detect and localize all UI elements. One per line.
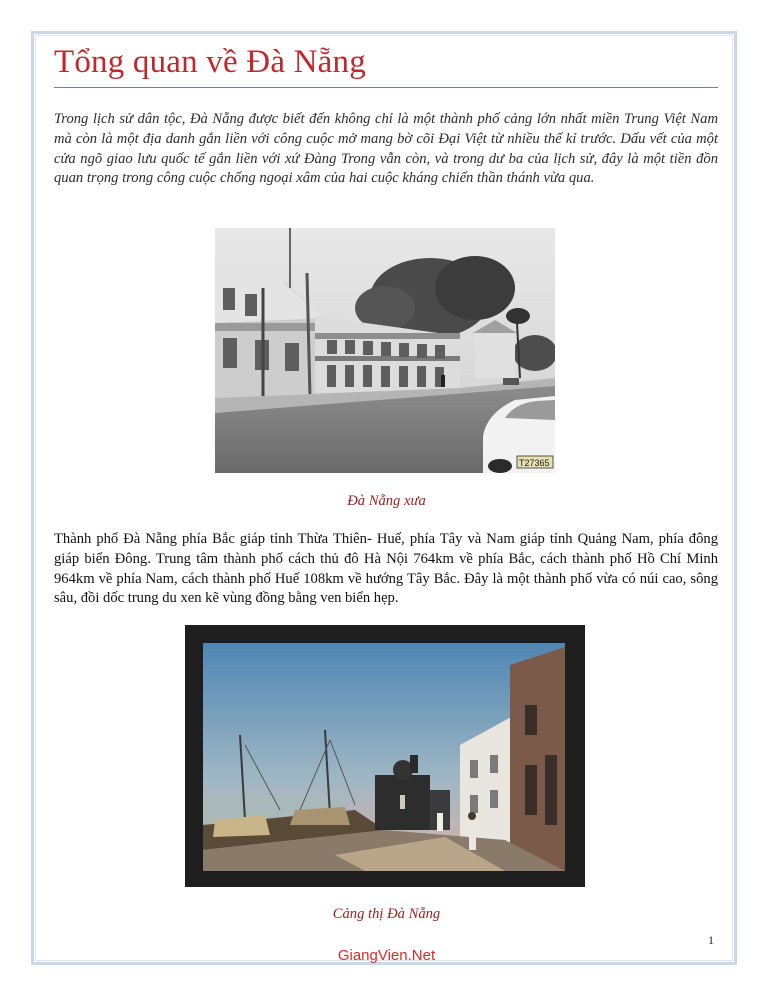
photo-old-danang: [215, 228, 555, 473]
title-underline: [54, 87, 718, 88]
intro-paragraph: Trong lịch sử dân tộc, Đà Nẵng được biết đến không chỉ là một thành phố cảng lớn nhất miền Trung Việt Nam mà còn là một địa danh gắn liền với công cuộc mở mang bờ cõi Đại Việt từ nhiều thế kỉ trước. Dấu vết của một cửa ngõ giao lưu quốc tế gắn liền với xứ Đàng Trong vẫn còn, và trong dư ba của lịch sử, đây là một tiền đồn quan trọng trong công cuộc chống ngoại xâm của hai cuộc kháng chiến thần thánh vừa qua.: [54, 111, 718, 187]
watermark-link[interactable]: GiangVien.Net: [337, 947, 436, 964]
location-paragraph: Thành phố Đà Nẵng phía Bắc giáp tỉnh Thừa Thiên- Huế, phía Tây và Nam giáp tỉnh Quảng Nam, phía đông giáp biển Đông. Trung tâm thành phố cách thủ đô Hà Nội 764km về phía Bắc, cách thành phố Hồ Chí Minh 964km về phía Nam, cách thành phố Huế 108km về hướng Tây Bắc. Đây là một thành phố vừa có núi cao, sông sâu, đồi dốc trung du xen kẽ vùng đồng bằng ven biển hẹp.: [54, 531, 718, 607]
page-title: Tổng quan về Đà Nẵng: [54, 44, 366, 80]
license-plate: T27365: [519, 458, 550, 468]
figure2-caption: Cảng thị Đà Nẵng: [332, 906, 441, 922]
port-photo: [185, 625, 585, 887]
figure1-caption: Đà Nẵng xưa: [347, 493, 426, 509]
old-street-photo: [215, 228, 555, 473]
page-number: 1: [708, 933, 714, 947]
photo-port-danang: [185, 625, 585, 887]
